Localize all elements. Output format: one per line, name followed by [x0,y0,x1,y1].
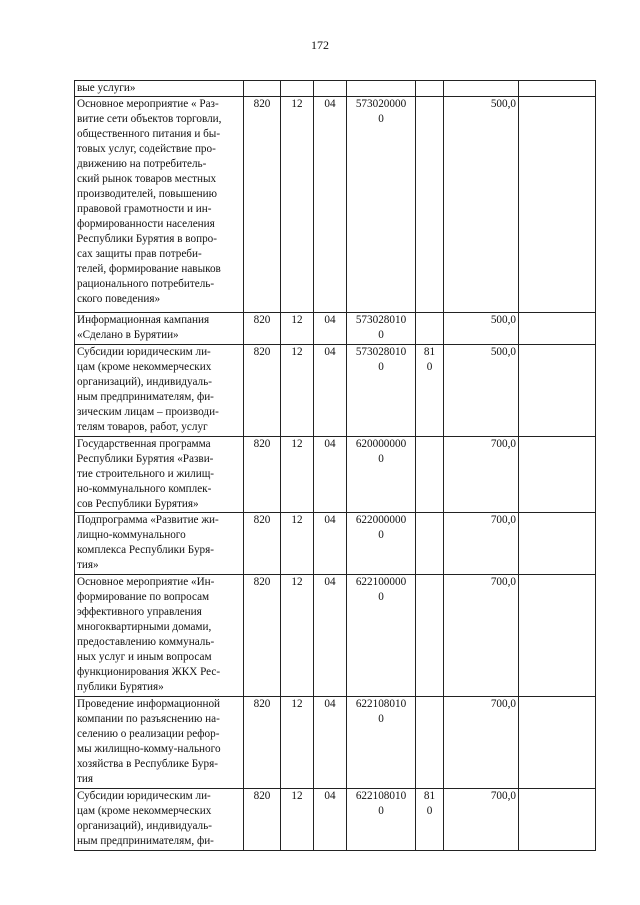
subsection-code: 04 [314,313,347,345]
table-row [75,345,596,437]
subsection-code: 04 [314,345,347,437]
empty-cell [519,513,596,575]
amount: 700,0 [444,697,519,789]
empty-cell [519,313,596,345]
section-code: 12 [281,513,314,575]
expense-type-code [416,97,444,313]
table-row [75,437,596,513]
expense-type-code [416,575,444,697]
empty-cell [519,97,596,313]
section-code: 12 [281,345,314,437]
target-article-code: 622000000 0 [347,513,416,575]
ministry-code: 820 [244,97,281,313]
subsection-code [314,81,347,97]
ministry-code: 820 [244,697,281,789]
table-row [75,97,596,313]
section-code: 12 [281,437,314,513]
amount [444,81,519,97]
amount: 700,0 [444,789,519,851]
section-code: 12 [281,697,314,789]
expense-type-code [416,81,444,97]
expense-type-code: 81 0 [416,789,444,851]
row-name: Основное мероприятие «Ин- формирование по вопросам эффективного управления многоквартирными домами, предоставлению коммуналь- ных услуг и иным вопросам функционирования ЖКХ Рес- публики Бурятия» [75,575,244,697]
ministry-code [244,81,281,97]
table-row [75,81,596,97]
section-code: 12 [281,575,314,697]
target-article-code [347,81,416,97]
empty-cell [519,437,596,513]
ministry-code: 820 [244,575,281,697]
expense-type-code [416,437,444,513]
empty-cell [519,789,596,851]
table-row [75,697,596,789]
section-code: 12 [281,313,314,345]
subsection-code: 04 [314,437,347,513]
empty-cell [519,697,596,789]
subsection-code: 04 [314,575,347,697]
subsection-code: 04 [314,789,347,851]
row-name: Информационная кампания «Сделано в Бурятии» [75,313,244,345]
row-name: Основное мероприятие « Раз- витие сети объектов торговли, общественного питания и бы- товых услуг, содействие про- движению на потребитель- ский рынок товаров местных производителей, повышению правовой грамотности и ин- формированности населения Республики Бурятия в вопро- сах защиты прав потреби- телей, формирование навыков рационального потребитель- ского поведения» [75,97,244,313]
ministry-code: 820 [244,313,281,345]
budget-table [74,80,596,851]
amount: 500,0 [444,345,519,437]
amount: 700,0 [444,437,519,513]
table-row [75,575,596,697]
expense-type-code [416,697,444,789]
amount: 700,0 [444,513,519,575]
expense-type-code [416,313,444,345]
row-name: Проведение информационной компании по разъяснению на- селению о реализации рефор- мы жилищно-комму-нального хозяйства в Республике Буря- тия [75,697,244,789]
amount: 500,0 [444,97,519,313]
ministry-code: 820 [244,345,281,437]
table-row [75,513,596,575]
target-article-code: 573028010 0 [347,313,416,345]
section-code [281,81,314,97]
subsection-code: 04 [314,697,347,789]
amount: 500,0 [444,313,519,345]
ministry-code: 820 [244,437,281,513]
row-name: вые услуги» [75,81,244,97]
table-row [75,313,596,345]
empty-cell [519,345,596,437]
section-code: 12 [281,789,314,851]
target-article-code: 622108010 0 [347,789,416,851]
row-name: Субсидии юридическим ли- цам (кроме некоммерческих организаций), индивидуаль- ным предпринимателям, фи- зическим лицам – производи- телям товаров, работ, услуг [75,345,244,437]
empty-cell [519,575,596,697]
row-name: Подпрограмма «Развитие жи- лищно-коммунального комплекса Республики Буря- тия» [75,513,244,575]
ministry-code: 820 [244,789,281,851]
target-article-code: 622100000 0 [347,575,416,697]
target-article-code: 620000000 0 [347,437,416,513]
ministry-code: 820 [244,513,281,575]
target-article-code: 573028010 0 [347,345,416,437]
section-code: 12 [281,97,314,313]
expense-type-code: 81 0 [416,345,444,437]
table-row [75,789,596,851]
page-number: 172 [311,38,329,52]
subsection-code: 04 [314,513,347,575]
target-article-code: 573020000 0 [347,97,416,313]
subsection-code: 04 [314,97,347,313]
amount: 700,0 [444,575,519,697]
target-article-code: 622108010 0 [347,697,416,789]
row-name: Государственная программа Республики Бурятия «Разви- тие строительного и жилищ- но-коммунального комплек- сов Республики Бурятия» [75,437,244,513]
empty-cell [519,81,596,97]
row-name: Субсидии юридическим ли- цам (кроме некоммерческих организаций), индивидуаль- ным предпринимателям, фи- [75,789,244,851]
expense-type-code [416,513,444,575]
